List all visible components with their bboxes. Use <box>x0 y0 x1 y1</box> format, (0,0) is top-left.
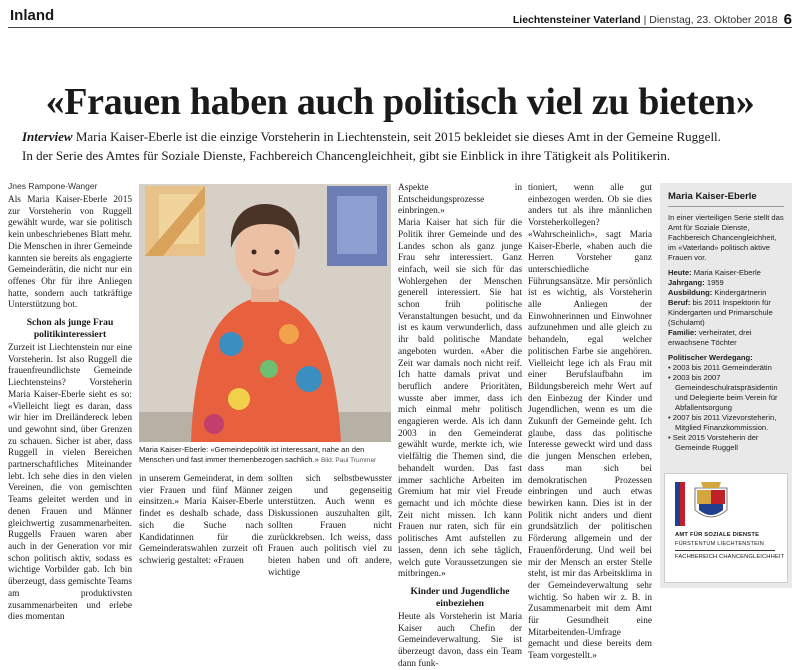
logo-line-2: FÜRSTENTUM LIECHTENSTEIN <box>675 541 765 547</box>
column-1 <box>8 195 132 623</box>
col1-subheading: Schon als junge Frau politikinteressiert <box>26 317 114 341</box>
lead-paragraph <box>22 128 782 146</box>
col5-paragraph: tioniert, wenn alle gut einbezogen werden. Ob sie dies anders tut als ihre männlichen Vorsteherkollegen? «Wahrscheinlich», sagt Maria Kaiser-Eberle, «haben auch die Herren Vorsteher ganz unterschiedliche Führungsansätze. Mir persönlich ist es wichtig, als Vorsteherin alle Anliegen der Einwohnerinnen und Einwohner aufzunehmen und alle gleich zu behandeln, egal welcher politischen Farbe sie angehören. Vielleicht lege ich als Frau mit einer Berufslaufbahn im Bildungsbereich mehr Wert auf den Einbezug der Kinder und Jugendlichen, wenn es um die Zukunft der Gemeinde geht. Ich glaube, dass das politische Interesse geweckt wird und dass die jungen Menschen erleben, dass man sich bei demokratischen Prozessen einbringen und auch etwas bewirken kann. Dies ist in der Politik nicht anders und dient grundsätzlich der politischen Förderung allgemein und der Frauenförderung. Und weil bei mir der Mensch an erster Stelle steht, ist mir das Arbeitsklima in der Gemeindeverwaltung sehr wichtig. So haben wir z. B. in Zusammenarbeit mit dem Amt für Gesundheit eine Mitarbeitenden-Umfrage gemacht und diese bereits dem Team vorgestellt.» <box>528 183 652 662</box>
ausbildung-label: Ausbildung: <box>668 288 713 297</box>
list-item: • 2003 bis 2007 Gemeindeschulratspräsidentin und Delegierte beim Verein für Abfallentsorgung <box>668 373 778 412</box>
werdegang-list <box>668 363 786 453</box>
col4-paragraph-2: Maria Kaiser hat sich für die Politik ihrer Gemeinde und des Landes schon als ganz junge Frau sehr interessiert. Ganz einfach, weil sie sich für das Wohlergehen der Menschen generell interessiert. Sie hat schon früh politische Veranstaltungen besucht, und da ist es kaum verwunderlich, dass ihr bald politische Mandate angeboten wurden. «Aber die Zeit war damals noch nicht reif. Ich hatte damals privat und beruflich andere Prioritäten, wusste aber immer, dass ich mich einmal mehr politisch engagieren werde. Als ich dann 2003 in den Gemeinderat gewählt wurde, merkte ich, wie vielfältig die Themen sind, die behandelt wurden. Das fast immer sachliche Arbeiten im Gremium hat mir viel Freude gemacht und ich möchte diese Zeit nicht missen. Ich kann Frauen nur raten, sich für ein politisches Amt aufstellen zu lassen, denn ich sehe täglich, welch gute Voraussetzungen sie mitbringen.» <box>398 218 522 580</box>
col4-paragraph-3: Heute als Vorsteherin ist Maria Kaiser auch Chefin der Gemeindeverwaltung. Sie ist überzeugt davon, dass ein Team dann funk- <box>398 611 522 669</box>
werdegang-label-text: Politischer Werdegang: <box>668 353 753 362</box>
sidebar-divider <box>668 206 784 207</box>
profile-sidebar <box>660 183 792 588</box>
portrait-photo <box>139 184 391 442</box>
col1-paragraph-1: Als Maria Kaiser-Eberle 2015 zur Vorsteherin von Ruggell gewählt wurde, war sie politisch kein unbeschriebenes Blatt mehr. Die Menschen in ihrer Gemeinde kannten sie bereits als engagierte Gemeinderätin, die nicht nur ein offenes Ohr für ihre Anliegen hatte, sondern auch tatkräftige Unterstützung bot. <box>8 195 132 311</box>
paper-name: Liechtensteiner Vaterland <box>512 14 641 26</box>
asd-logo <box>664 473 788 583</box>
photo-caption <box>139 445 391 466</box>
familie-label: Familie: <box>668 328 697 337</box>
jahrgang-label: Jahrgang: <box>668 278 705 287</box>
beruf-value: bis 2011 Inspektorin für Kindergarten und Primarschule (Schulamt) <box>668 298 773 327</box>
sidebar-title: Maria Kaiser-Eberle <box>668 191 757 202</box>
headline: «Frauen haben auch politisch viel zu bieten» <box>45 81 755 123</box>
sidebar-familie <box>668 328 786 348</box>
col4-paragraph-1: Aspekte in Entscheidungsprozesse einbringen.» <box>398 183 522 217</box>
ausbildung-value: Kindergärtnerin <box>714 288 767 297</box>
issue-date: Dienstag, 23. Oktober 2018 <box>649 14 778 26</box>
list-item: • 2003 bis 2011 Gemeinderätin <box>668 363 772 372</box>
werdegang-label <box>668 353 786 363</box>
jahrgang-value: 1959 <box>706 278 724 287</box>
masthead: Liechtensteiner Vaterland | Dienstag, 23. Oktober 2018 6 <box>512 11 792 28</box>
page-number: 6 <box>783 11 792 28</box>
beruf-label: Beruf: <box>668 298 691 307</box>
column-2 <box>139 474 263 590</box>
byline: Jnes Rampone-Wanger <box>8 181 98 191</box>
column-3 <box>268 474 392 590</box>
col1-paragraph-2: Zurzeit ist Liechtenstein nur eine Vorsteherin. Ist also Ruggell die frauenfreundlichste Gemeinde Liechtensteins? Vorsteherin Maria Kaiser-Eberle sieht es so: «Vielleicht liegt es daran, dass wir hier im Dreiländereck leben und gewohnt sind, über Grenzen zu schauen. Sicher ist aber, dass Ruggell in vielen Bereichen partnerschaftliches Miteinander lebt. Ich sehe dies in den vielen Vereinen, die von gemischten Teams geleitet werden und in denen Frauen und Männer gleichwertig zusammenarbeiten. Ruggells Frauen waren aber auch in der Generation vor mir schon politisch aktiv, sodass es wichtige Vorbilder gab. Ich bin überzeugt, dass gemischte Teams am produktivsten zusammenarbeiten und erlebe dies momentan <box>8 343 132 623</box>
lead-text-2: In der Serie des Amtes für Soziale Dienste, Fachbereich Chancengleichheit, gibt sie Einblick in ihre Tätigkeit als Politikerin. <box>22 148 671 163</box>
lead-text-1: Maria Kaiser-Eberle ist die einzige Vorsteherin in Liechtenstein, seit 2015 bekleidet sie dieses Amt in der Gemeine Ruggell. <box>75 129 721 144</box>
column-4 <box>398 183 522 669</box>
logo-line-3: FACHBEREICH CHANCENGLEICHHEIT <box>675 554 785 560</box>
caption-text: Maria Kaiser-Eberle: «Gemeindepolitik ist interessant, nahe an den Menschen und fast immer themenbezogen sachlich.» <box>139 445 365 464</box>
portrait-illustration <box>139 184 391 442</box>
col3-paragraph: sollten sich selbstbewusster zeigen und gegenseitig unterstützen. Auch wenn es Diskussionen auszuhalten gilt, sollten Frauen nicht zurückkrebsen. Ich weiss, dass Frauen auch politisch viel zu bieten haben und oft andere, wichtige <box>268 474 392 578</box>
logo-divider <box>675 550 775 551</box>
heute-value: Maria Kaiser-Eberle <box>693 268 761 277</box>
sidebar-ausbildung <box>668 288 786 298</box>
list-item: • Seit 2015 Vorsteherin der Gemeinde Ruggell <box>668 433 759 452</box>
sidebar-body <box>668 213 786 453</box>
sidebar-intro: In einer vierteiligen Serie stellt das Amt für Soziale Dienste, Fachbereich Chancengleichheit, im «Vaterland» politisch aktive Frauen vor. <box>668 213 784 262</box>
photo-credit: Bild: Paul Trummer <box>320 457 377 464</box>
column-5 <box>528 183 652 662</box>
kicker: Interview <box>22 129 73 144</box>
list-item: • 2007 bis 2011 Vizevorsteherin, Mitglied Finanzkommission. <box>668 413 777 432</box>
logo-line-1: AMT FÜR SOZIALE DIENSTE <box>675 532 760 538</box>
familie-value: verheiratet, drei erwachsene Töchter <box>668 328 752 347</box>
heute-label: Heute: <box>668 268 692 277</box>
page-header <box>8 6 792 28</box>
coat-of-arms-icon <box>665 474 789 530</box>
sidebar-beruf <box>668 298 786 328</box>
sidebar-jahrgang <box>668 278 786 288</box>
col2-paragraph: in unserem Gemeinderat, in dem vier Frauen und fünf Männer einsitzen.» Maria Kaiser-Eberle findet es deshalb schade, dass sich die Suche nach Kandidatinnen für die Gemeinderatswahlen zurzeit oft schwierig gestaltet: «Frauen <box>139 474 263 566</box>
sidebar-heute <box>668 268 786 278</box>
col4-subheading: Kinder und Jugendliche einbeziehen <box>410 585 510 609</box>
section-name: Inland <box>10 7 55 24</box>
